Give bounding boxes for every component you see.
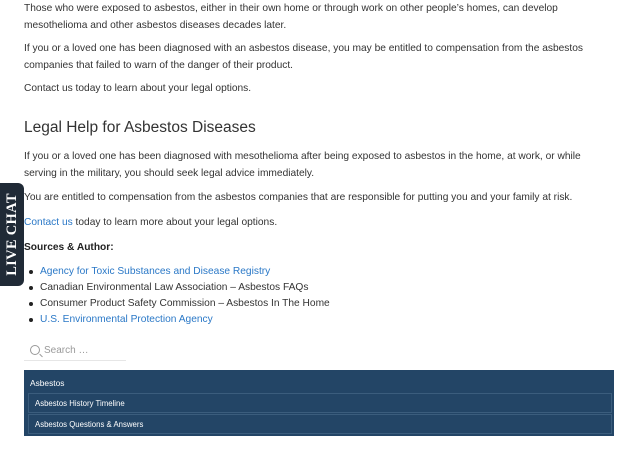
list-item <box>24 280 330 296</box>
section-heading: Legal Help for Asbestos Diseases <box>24 119 256 136</box>
live-chat-button[interactable] <box>0 183 24 286</box>
sources-heading: Sources & Author: <box>24 242 114 253</box>
paragraph-contact-us <box>24 214 277 231</box>
sources-list <box>24 264 330 328</box>
live-chat-label: LIVE CHAT <box>3 193 20 276</box>
sidebar-menu <box>24 370 614 436</box>
paragraph-compensation: If you or a loved one has been diagnosed with an asbestos disease, you may be entitled to compensation from the asbestos companies that failed to warn of the danger of their product. <box>24 43 583 71</box>
paragraph-contact: Contact us today to learn about your legal options. <box>24 83 252 94</box>
search-input[interactable] <box>44 342 124 358</box>
menu-item-label: Asbestos History Timeline <box>35 399 125 408</box>
list-item <box>24 312 330 328</box>
paragraph-entitled: You are entitled to compensation from the asbestos companies that are responsible for putting you and your family at risk. <box>24 192 573 203</box>
contact-us-link[interactable]: Contact us <box>24 217 73 228</box>
source-link-atsdr[interactable]: Agency for Toxic Substances and Disease Registry <box>40 266 271 277</box>
search-icon <box>30 345 40 355</box>
search-form <box>24 340 126 361</box>
paragraph-exposure: Those who were exposed to asbestos, either in their own home or through work on other people’s homes, can develop mesothelioma and other asbestos diseases decades later. <box>24 3 558 31</box>
paragraph-legal-help: If you or a loved one has been diagnosed with mesothelioma after being exposed to asbestos in the home, at work, or while serving in the military, you should seek legal advice immediately. <box>24 151 581 179</box>
source-link-epa[interactable]: U.S. Environmental Protection Agency <box>40 314 213 325</box>
contact-us-text: today to learn more about your legal options. <box>72 217 278 228</box>
menu-item-asbestos[interactable]: Asbestos <box>30 378 65 388</box>
source-text-cela: Canadian Environmental Law Association – Asbestos FAQs <box>40 282 309 293</box>
source-text-cpsc: Consumer Product Safety Commission – Asbestos In The Home <box>40 298 330 309</box>
menu-item-label: Asbestos Questions & Answers <box>35 420 144 429</box>
menu-item-questions-answers[interactable] <box>28 414 612 434</box>
menu-item-history-timeline[interactable] <box>28 393 612 413</box>
list-item <box>24 264 330 280</box>
list-item <box>24 296 330 312</box>
